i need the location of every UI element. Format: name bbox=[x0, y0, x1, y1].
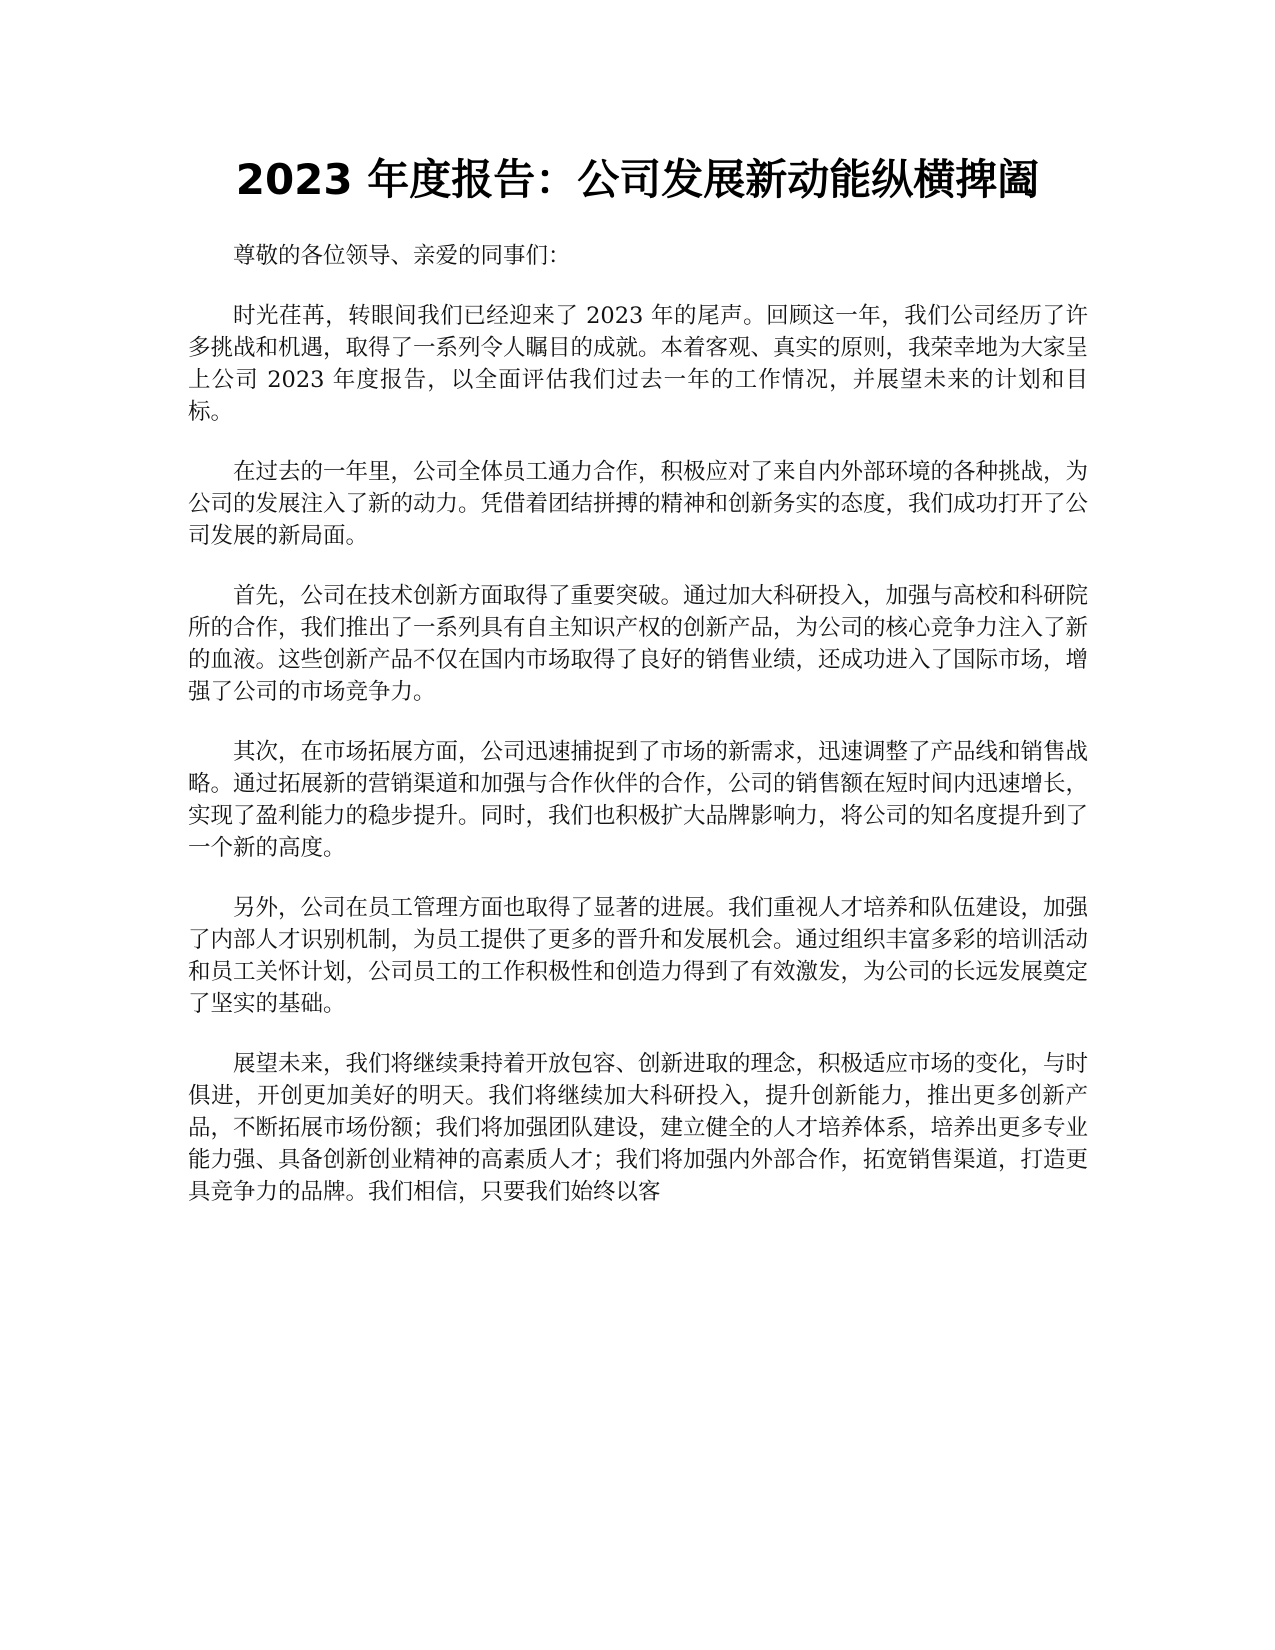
salutation: 尊敬的各位领导、亲爱的同事们： bbox=[233, 243, 571, 269]
paragraph-staff-management: 另外，公司在员工管理方面也取得了显著的进展。我们重视人才培养和队伍建设，加强了内部人才识别机制，为员工提供了更多的晋升和发展机会。通过组织丰富多彩的培训活动和员工关怀计划，公司员工的工作积极性和创造力得到了有效激发，为公司的长远发展奠定了坚实的基础。 bbox=[188, 895, 1089, 1017]
paragraph-past-year: 在过去的一年里，公司全体员工通力合作，积极应对了来自内外部环境的各种挑战，为公司的发展注入了新的动力。凭借着团结拼搏的精神和创新务实的态度，我们成功打开了公司发展的新局面。 bbox=[188, 459, 1089, 549]
document-body bbox=[188, 240, 1088, 1236]
paragraph-market-expansion: 其次，在市场拓展方面，公司迅速捕捉到了市场的新需求，迅速调整了产品线和销售战略。通过拓展新的营销渠道和加强与合作伙伴的合作，公司的销售额在短时间内迅速增长，实现了盈利能力的稳步提升。同时，我们也积极扩大品牌影响力，将公司的知名度提升到了一个新的高度。 bbox=[188, 739, 1089, 861]
paragraph-intro: 时光荏苒，转眼间我们已经迎来了 2023 年的尾声。回顾这一年，我们公司经历了许多挑战和机遇，取得了一系列令人瞩目的成就。本着客观、真实的原则，我荣幸地为大家呈上公司 2023 年度报告，以全面评估我们过去一年的工作情况，并展望未来的计划和目标。 bbox=[188, 303, 1089, 425]
paragraph-outlook: 展望未来，我们将继续秉持着开放包容、创新进取的理念，积极适应市场的变化，与时俱进，开创更加美好的明天。我们将继续加大科研投入，提升创新能力，推出更多创新产品，不断拓展市场份额；我们将加强团队建设，建立健全的人才培养体系，培养出更多专业能力强、具备创新创业精神的高素质人才；我们将加强内外部合作，拓宽销售渠道，打造更具竞争力的品牌。我们相信，只要我们始终以客 bbox=[188, 1051, 1089, 1205]
paragraph-tech-innovation: 首先，公司在技术创新方面取得了重要突破。通过加大科研投入，加强与高校和科研院所的合作，我们推出了一系列具有自主知识产权的创新产品，为公司的核心竞争力注入了新的血液。这些创新产品不仅在国内市场取得了良好的销售业绩，还成功进入了国际市场，增强了公司的市场竞争力。 bbox=[188, 583, 1089, 705]
document-title: 2023 年度报告：公司发展新动能纵横捭阖 bbox=[235, 155, 1040, 204]
